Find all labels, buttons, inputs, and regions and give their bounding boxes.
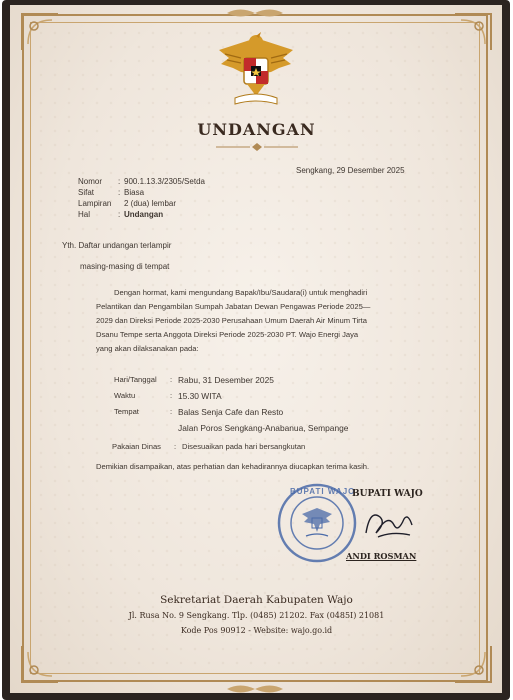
meta-value: Biasa (124, 188, 145, 197)
detail-row-venue (114, 405, 414, 421)
detail-row-time (114, 389, 414, 405)
paragraph-line: Dsanu Tempe serta Anggota Direksi Periode 2025-2030 PT. Wajo Energi Jaya (96, 330, 359, 339)
corner-ornament-icon (18, 642, 62, 686)
detail-value: 15.30 WITA (178, 391, 222, 401)
recipient-place: masing-masing di tempat (80, 262, 170, 271)
corner-ornament-icon (451, 10, 495, 54)
paragraph-line: Pelantikan dan Pengambilan Sumpah Jabatan Dewan Pengawas Periode 2025— (96, 302, 371, 311)
meta-label: Hal (78, 210, 91, 219)
paragraph-line: Dengan hormat, kami mengundang Bapak/Ibu/Saudara(i) untuk menghadiri (114, 288, 368, 297)
detail-sep: : (174, 442, 177, 451)
detail-row-dress (112, 440, 432, 454)
meta-row-nomor (78, 177, 338, 188)
garuda-emblem-icon (211, 28, 301, 110)
corner-ornament-icon (18, 10, 62, 54)
detail-label (114, 421, 170, 437)
detail-value: Disesuaikan pada hari bersangkutan (182, 442, 306, 451)
detail-value: Balas Senja Cafe dan Resto (178, 407, 284, 417)
meta-row-lampiran (78, 199, 338, 210)
detail-value: Rabu, 31 Desember 2025 (178, 375, 274, 385)
stamp-text: BUPATI WAJO (290, 487, 356, 496)
footer-postal: Kode Pos 90912 - Website: wajo.go.id (180, 626, 333, 635)
signer-name: ANDI ROSMAN (346, 551, 417, 561)
detail-row-date (114, 373, 414, 389)
footer-address: Jl. Rusa No. 9 Sengkang. Tlp. (0485) 21202. Fax (0485I) 21081 (128, 611, 385, 620)
detail-label: Tempat (114, 407, 139, 416)
letter-title: UNDANGAN (197, 120, 316, 139)
footer-office: Sekretariat Daerah Kabupaten Wajo (160, 594, 353, 606)
recipient-line: Yth. Daftar undangan terlampir (62, 241, 172, 250)
meta-sep: : (118, 188, 121, 197)
meta-label: Nomor (78, 177, 103, 186)
detail-label: Hari/Tanggal (114, 375, 157, 384)
signature-icon (358, 503, 418, 543)
invitation-paragraph (96, 286, 436, 356)
title-divider-icon (216, 142, 298, 152)
corner-ornament-icon (451, 642, 495, 686)
paragraph-line: yang akan dilaksanakan pada: (96, 344, 199, 353)
top-ornament-icon (225, 6, 285, 20)
meta-sep: : (118, 177, 121, 186)
letter-meta (78, 177, 338, 221)
meta-label: Lampiran (78, 199, 112, 208)
meta-value: Undangan (124, 210, 164, 219)
signer-title: BUPATI WAJO (352, 489, 423, 499)
meta-row-sifat (78, 188, 338, 199)
meta-value: 900.1.13.3/2305/Setda (124, 177, 205, 186)
detail-label: Waktu (114, 391, 136, 400)
detail-label: Pakaian Dinas (112, 442, 161, 451)
detail-row-address (114, 421, 414, 437)
paragraph-line: 2029 dan Direksi Periode 2025-2030 Perusahaan Umum Daerah Air Minum Tirta (96, 316, 367, 325)
meta-label: Sifat (78, 188, 95, 197)
detail-sep (170, 421, 178, 437)
bottom-ornament-icon (225, 682, 285, 696)
detail-sep: : (170, 391, 173, 400)
place-date: Sengkang, 29 Desember 2025 (296, 166, 405, 175)
event-details (114, 373, 414, 437)
detail-value: Jalan Poros Sengkang-Anabanua, Sempange (178, 423, 349, 433)
detail-sep: : (170, 407, 173, 416)
closing-sentence: Demikian disampaikan, atas perhatian dan kehadirannya diucapkan terima kasih. (96, 462, 370, 471)
meta-value: 2 (dua) lembar (124, 199, 177, 208)
meta-sep: : (118, 210, 121, 219)
meta-row-hal (78, 210, 338, 221)
detail-sep: : (170, 375, 173, 384)
